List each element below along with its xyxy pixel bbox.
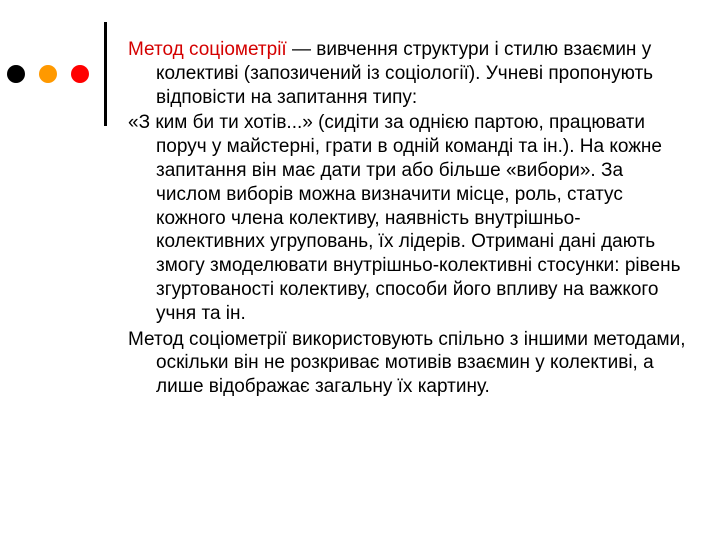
dot-black xyxy=(7,65,25,83)
paragraph-question: «З ким би ти хотів...» (сидіти за однією партою, працювати поруч у майстерні, грати в одній команді та ін.). На кожне запитання він має дати три або більше «вибори». За числом виборів можна визначити місце, роль, статус кожного члена колективу, наявність внутрішньо-колективних угруповань, їх лідерів. Отримані дані дають змогу змоделювати внутрішньо-колективні стосунки: рівень згуртованості колективу, способи його впливу на важкого учня та ін. xyxy=(128,112,681,324)
vertical-divider xyxy=(104,22,107,126)
dot-red xyxy=(71,65,89,83)
dot-orange xyxy=(39,65,57,83)
paragraph-definition xyxy=(128,38,688,109)
decorative-dots xyxy=(7,65,89,83)
definition-text: — вивчення структури і стилю взаємин у колективі (запозичений із соціології). Учневі пропонують відповісти на запитання типу: xyxy=(156,39,654,108)
paragraph-usage: Метод соціометрії використовують спільно з іншими методами, оскільки він не розкриває мотивів взаємин у колективі, а лише відображає загальну їх картину. xyxy=(128,328,686,398)
term-highlight: Метод соціометрії xyxy=(128,39,287,60)
slide-body xyxy=(128,38,688,401)
